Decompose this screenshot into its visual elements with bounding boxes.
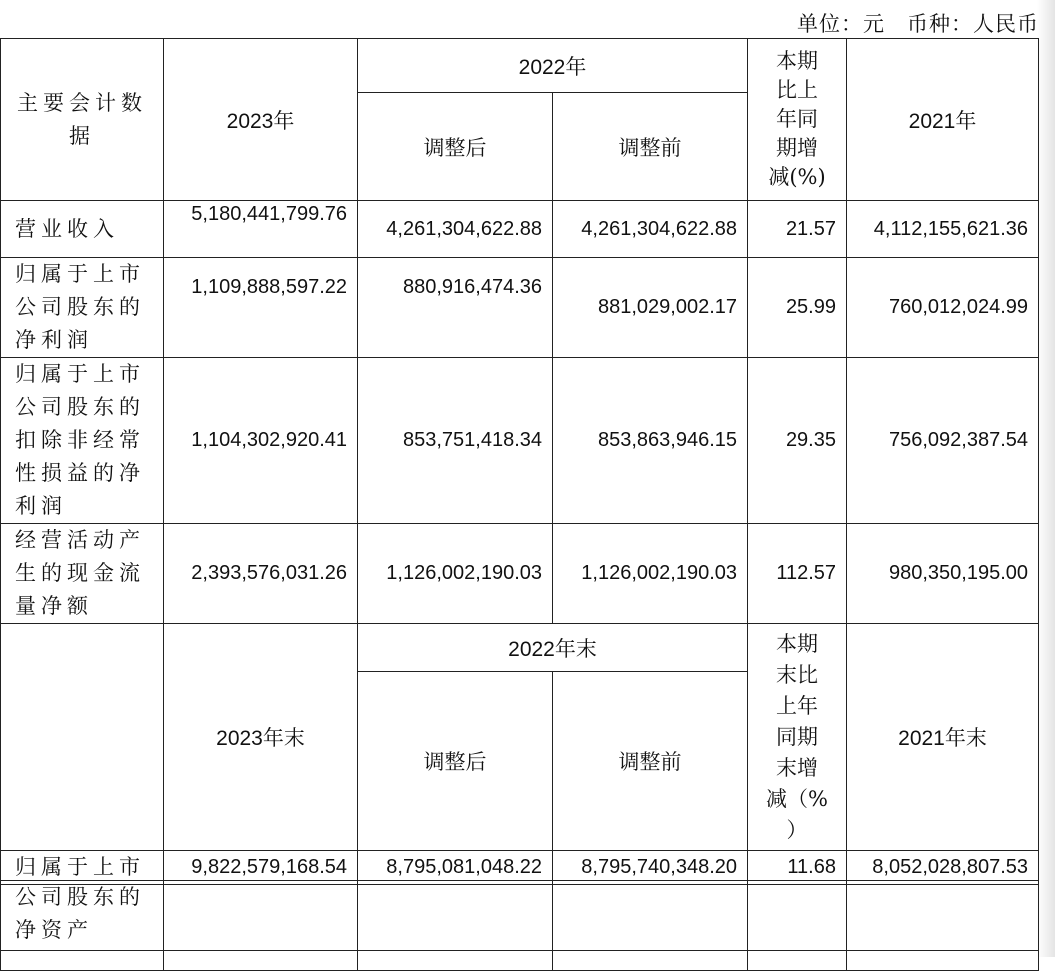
row-label: 营业收入 [1,201,164,258]
header-row-1 [1,39,1039,93]
cell-2021: 4,112,155,621.36 [847,201,1039,258]
empty-cell [553,881,748,951]
cell-2022-before: 8,795,740,348.20 [553,851,748,885]
cell-change: 11.68 [748,851,847,885]
accounting-data-table [0,38,1039,885]
row-label: 归属于上市 公司股东的 扣除非经常 性损益的净 利润 [1,358,164,524]
cell-2023: 1,109,888,597.22 [164,258,358,358]
cell-2021: 756,092,387.54 [847,358,1039,524]
table-row [1,258,1039,358]
unit-currency-line [797,8,1039,38]
cell-2022-after: 853,751,418.34 [358,358,553,524]
header-label-cell: 主要会计数 据 [1,39,164,201]
cell-2021: 8,052,028,807.53 [847,851,1039,885]
table-row [1,881,1039,951]
row-label: 归属于上市 [1,851,164,885]
cell-change: 112.57 [748,524,847,624]
cell-change: 29.35 [748,358,847,524]
cell-2022-before: 1,126,002,190.03 [553,524,748,624]
header-row-2 [1,624,1039,672]
cell-2022-before: 4,261,304,622.88 [553,201,748,258]
cell-change: 25.99 [748,258,847,358]
cell-2023: 1,104,302,920.41 [164,358,358,524]
header-change-pct: 本期 比上 年同 期增 减(%) [748,39,847,201]
cell-2021: 760,012,024.99 [847,258,1039,358]
cell-2022-after: 8,795,081,048.22 [358,851,553,885]
empty-cell [847,881,1039,951]
header-adjusted-after: 调整后 [358,672,553,851]
unit-label: 单位：元 [797,12,885,36]
header-blank-cell [1,624,164,851]
header-2023: 2023年 [164,39,358,201]
empty-cell [164,881,358,951]
cell-2022-before: 853,863,946.15 [553,358,748,524]
empty-cell [358,881,553,951]
header-2022: 2022年 [358,39,748,93]
cell-2023: 9,822,579,168.54 [164,851,358,885]
cell-2022-after: 1,126,002,190.03 [358,524,553,624]
header-change-pct-end: 本期 末比 上年 同期 末增 减（% ） [748,624,847,851]
row-label: 经营活动产 生的现金流 量净额 [1,524,164,624]
empty-cell [748,881,847,951]
cell-change: 21.57 [748,201,847,258]
cell-2022-after: 880,916,474.36 [358,258,553,358]
table-row [1,358,1039,524]
cell-2023: 5,180,441,799.76 [164,201,358,258]
table-row [1,201,1039,258]
header-2021: 2021年 [847,39,1039,201]
table-row [1,524,1039,624]
cell-2022-after: 4,261,304,622.88 [358,201,553,258]
header-adjusted-after: 调整后 [358,93,553,201]
cell-2023: 2,393,576,031.26 [164,524,358,624]
continued-table [0,880,1039,971]
table-row-cut [1,951,1039,971]
currency-label: 币种：人民币 [907,12,1039,36]
header-adjusted-before: 调整前 [553,93,748,201]
header-adjusted-before: 调整前 [553,672,748,851]
cell-2022-before: 881,029,002.17 [553,258,748,358]
page-edge-shadow [1037,0,1055,957]
header-2021-end: 2021年末 [847,624,1039,851]
header-2022-end: 2022年末 [358,624,748,672]
cell-2021: 980,350,195.00 [847,524,1039,624]
header-2023-end: 2023年末 [164,624,358,851]
row-label: 归属于上市 公司股东的 净利润 [1,258,164,358]
row-label: 公司股东的 净资产 [1,881,164,951]
